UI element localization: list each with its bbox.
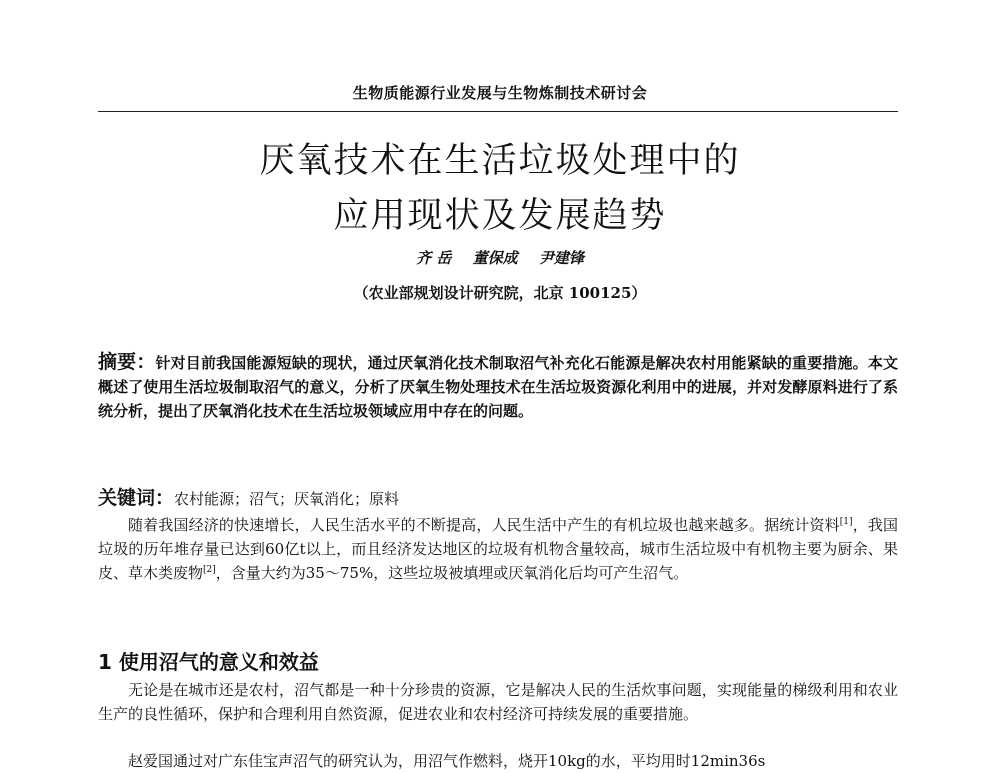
- paper-title-line-1: 厌氧技术在生活垃圾处理中的: [259, 141, 741, 181]
- author-list: [0, 247, 1000, 268]
- author-name: 尹建锋: [538, 249, 584, 267]
- cut-off-text-line: 赵爱国通过对广东佳宝声沼气的研究认为，用沼气作燃料，烧开10kg的水，平均用时12min36s: [128, 752, 766, 770]
- running-header: 生物质能源行业发展与生物炼制技术研讨会: [352, 84, 648, 102]
- intro-text-2: ，我国垃圾的历年堆存量已达到60亿t以上，而且经济发达地区的垃圾有机物含量较高，城市生活垃圾中有机物主要为厨余、果皮、草木类废物: [98, 516, 898, 582]
- abstract-text: 针对目前我国能源短缺的现状，通过厌氧消化技术制取沼气补充化石能源是解决农村用能紧缺的重要措施。本文概述了使用生活垃圾制取沼气的意义，分析了厌氧生物处理技术在生活垃圾资源化利用中的进展，并对发酵原料进行了系统分析，提出了厌氧消化技术在生活垃圾领域应用中存在的问题。: [98, 354, 898, 420]
- affiliation: （农业部规划设计研究院，北京 100125）: [353, 284, 647, 302]
- citation-ref-2: [2]: [203, 565, 216, 575]
- section-heading: 1 使用沼气的意义和效益: [98, 650, 319, 674]
- intro-text-1: 随着我国经济的快速增长，人民生活水平的不断提高，人民生活中产生的有机垃圾也越来越多。据统计资料: [128, 516, 840, 534]
- citation-ref-1: [1]: [839, 517, 853, 527]
- author-name: 齐 岳: [416, 249, 452, 267]
- paper-title-line-2: 应用现状及发展趋势: [333, 196, 667, 236]
- keywords-text: 农村能源；沼气；厌氧消化；原料: [174, 490, 400, 508]
- section-paragraph: 无论是在城市还是农村，沼气都是一种十分珍贵的资源，它是解决人民的生活炊事问题，实现能量的梯级利用和农业生产的良性循环，保护和合理利用自然资源，促进农业和农村经济可持续发展的重要措施。: [98, 681, 898, 723]
- abstract: [98, 350, 898, 423]
- intro-paragraph: [98, 513, 898, 585]
- intro-text-3: ，含量大约为35～75%，这些垃圾被填埋或厌氧消化后均可产生沼气。: [215, 564, 689, 582]
- keywords-label: 关键词：: [98, 487, 175, 509]
- author-name: 董保成: [472, 249, 518, 267]
- keywords: [98, 486, 898, 511]
- header-rule: [98, 111, 898, 112]
- abstract-label: 摘要：: [98, 351, 156, 373]
